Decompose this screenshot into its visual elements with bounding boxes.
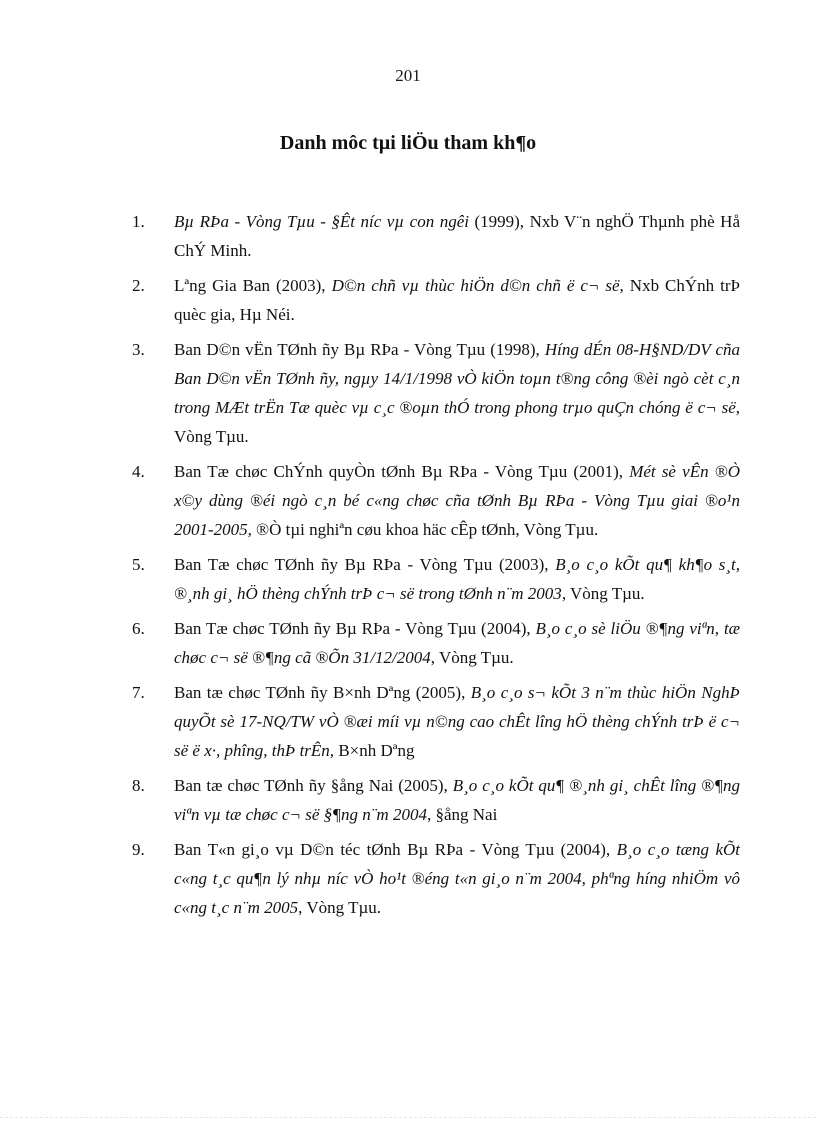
reference-author: Ban tæ chøc TØnh ñy §ång Nai (2005), xyxy=(174,776,453,795)
reference-number: 3. xyxy=(132,340,145,359)
reference-publisher: (1999), Nxb V¨n nghÖ Thµnh phè Hå ChÝ Minh. xyxy=(174,212,741,260)
reference-publisher: , Vòng Tµu. xyxy=(430,648,514,667)
page-bottom-divider xyxy=(0,1117,816,1118)
reference-publisher: , Vòng Tµu. xyxy=(298,898,382,917)
reference-publisher: , Nxb ChÝnh trÞ quèc gia, Hµ Néi. xyxy=(174,276,741,324)
reference-number: 6. xyxy=(132,619,145,638)
reference-title: D©n chñ vµ thùc hiÖn d©n chñ ë c¬ së xyxy=(331,276,620,295)
reference-text xyxy=(174,614,740,672)
reference-title: Híng dÉn 08-H§ND/DV cña Ban D©n vËn TØnh ñy, ngµy 14/1/1998 vÒ kiÖn toµn t®ng công ®èi ngò cèt c¸n trong MÆt trËn Tæ quèc vµ c¸c ®oµn thÓ trong phong trµo quÇn chóng ë c¬ së xyxy=(174,340,740,417)
reference-title: B¸o c¸o tæng kÕt c«ng t¸c qu¶n lý nhµ níc vÒ ho¹t ®éng t«n gi¸o n¨m 2004, phªng híng nhiÖm vô c«ng t¸c n¨m 2005 xyxy=(174,840,741,917)
reference-title: B¸o c¸o kÕt qu¶ ®¸nh gi¸ chÊt lîng ®¶ng viªn vµ tæ chøc c¬ së §¶ng n¨m 2004 xyxy=(174,776,740,824)
reference-title: B¸o c¸o s¬ kÕt 3 n¨m thùc hiÖn NghÞ quyÕt sè 17-NQ/TW vÒ ®æi míi vµ n©ng cao chÊt lîng hÖ thèng chÝnh trÞ ë c¬ së ë x·, phîng, thÞ trÊn, xyxy=(174,683,740,760)
reference-text xyxy=(174,457,740,544)
reference-author: Lªng Gia Ban (2003), xyxy=(174,276,332,295)
reference-item xyxy=(132,678,740,765)
reference-number: 9. xyxy=(132,840,145,859)
reference-text xyxy=(174,550,740,608)
reference-publisher: , Vòng Tµu. xyxy=(561,584,645,603)
reference-text xyxy=(174,835,740,922)
reference-number: 5. xyxy=(132,555,145,574)
reference-number: 2. xyxy=(132,276,145,295)
page-number: 201 xyxy=(395,66,421,85)
reference-title: Mét sè vÊn ®Ò x©y dùng ®éi ngò c¸n bé c«ng chøc cña tØnh Bµ RÞa - Vòng Tµu giai ®o¹n 2001-2005, xyxy=(174,462,740,539)
reference-item xyxy=(132,271,740,329)
reference-author: Ban Tæ chøc TØnh ñy Bµ RÞa - Vòng Tµu (2004), xyxy=(174,619,536,638)
reference-author: Ban tæ chøc TØnh ñy B×nh Dªng (2005), xyxy=(174,683,471,702)
reference-text xyxy=(174,771,740,829)
reference-number: 8. xyxy=(132,776,145,795)
reference-author: Ban T«n gi¸o vµ D©n téc tØnh Bµ RÞa - Vòng Tµu (2004), xyxy=(174,840,617,859)
page-title: Danh môc tµi liÖu tham kh¶o xyxy=(279,132,537,154)
reference-text xyxy=(174,207,740,265)
reference-number: 4. xyxy=(132,462,145,481)
reference-publisher: B×nh Dªng xyxy=(338,741,415,760)
reference-text xyxy=(174,678,740,765)
reference-text xyxy=(174,335,740,451)
reference-list xyxy=(132,207,740,928)
reference-author: Ban Tæ chøc TØnh ñy Bµ RÞa - Vòng Tµu (2003), xyxy=(174,555,556,574)
reference-item xyxy=(132,335,740,451)
reference-item xyxy=(132,550,740,608)
reference-publisher: ®Ò tµi nghiªn cøu khoa häc cÊp tØnh, Vòng Tµu. xyxy=(256,520,599,539)
reference-item xyxy=(132,614,740,672)
reference-text xyxy=(174,271,740,329)
reference-number: 1. xyxy=(132,212,145,231)
reference-number: 7. xyxy=(132,683,145,702)
reference-item xyxy=(132,207,740,265)
reference-author: Ban Tæ chøc ChÝnh quyÒn tØnh Bµ RÞa - Vòng Tµu (2001), xyxy=(174,462,630,481)
reference-item xyxy=(132,771,740,829)
reference-publisher: , §ång Nai xyxy=(426,805,498,824)
reference-author: Ban D©n vËn TØnh ñy Bµ RÞa - Vòng Tµu (1998), xyxy=(174,340,545,359)
reference-item xyxy=(132,835,740,922)
reference-title: B¸o c¸o sè liÖu ®¶ng viªn, tæ chøc c¬ së ®¶ng cã ®Õn 31/12/2004 xyxy=(174,619,741,667)
reference-publisher: , Vòng Tµu. xyxy=(174,398,740,446)
reference-item xyxy=(132,457,740,544)
reference-title: Bµ RÞa - Vòng Tµu - §Êt níc vµ con ngêi xyxy=(174,212,469,231)
reference-title: B¸o c¸o kÕt qu¶ kh¶o s¸t, ®¸nh gi¸ hÖ thèng chÝnh trÞ c¬ së trong tØnh n¨m 2003 xyxy=(174,555,741,603)
